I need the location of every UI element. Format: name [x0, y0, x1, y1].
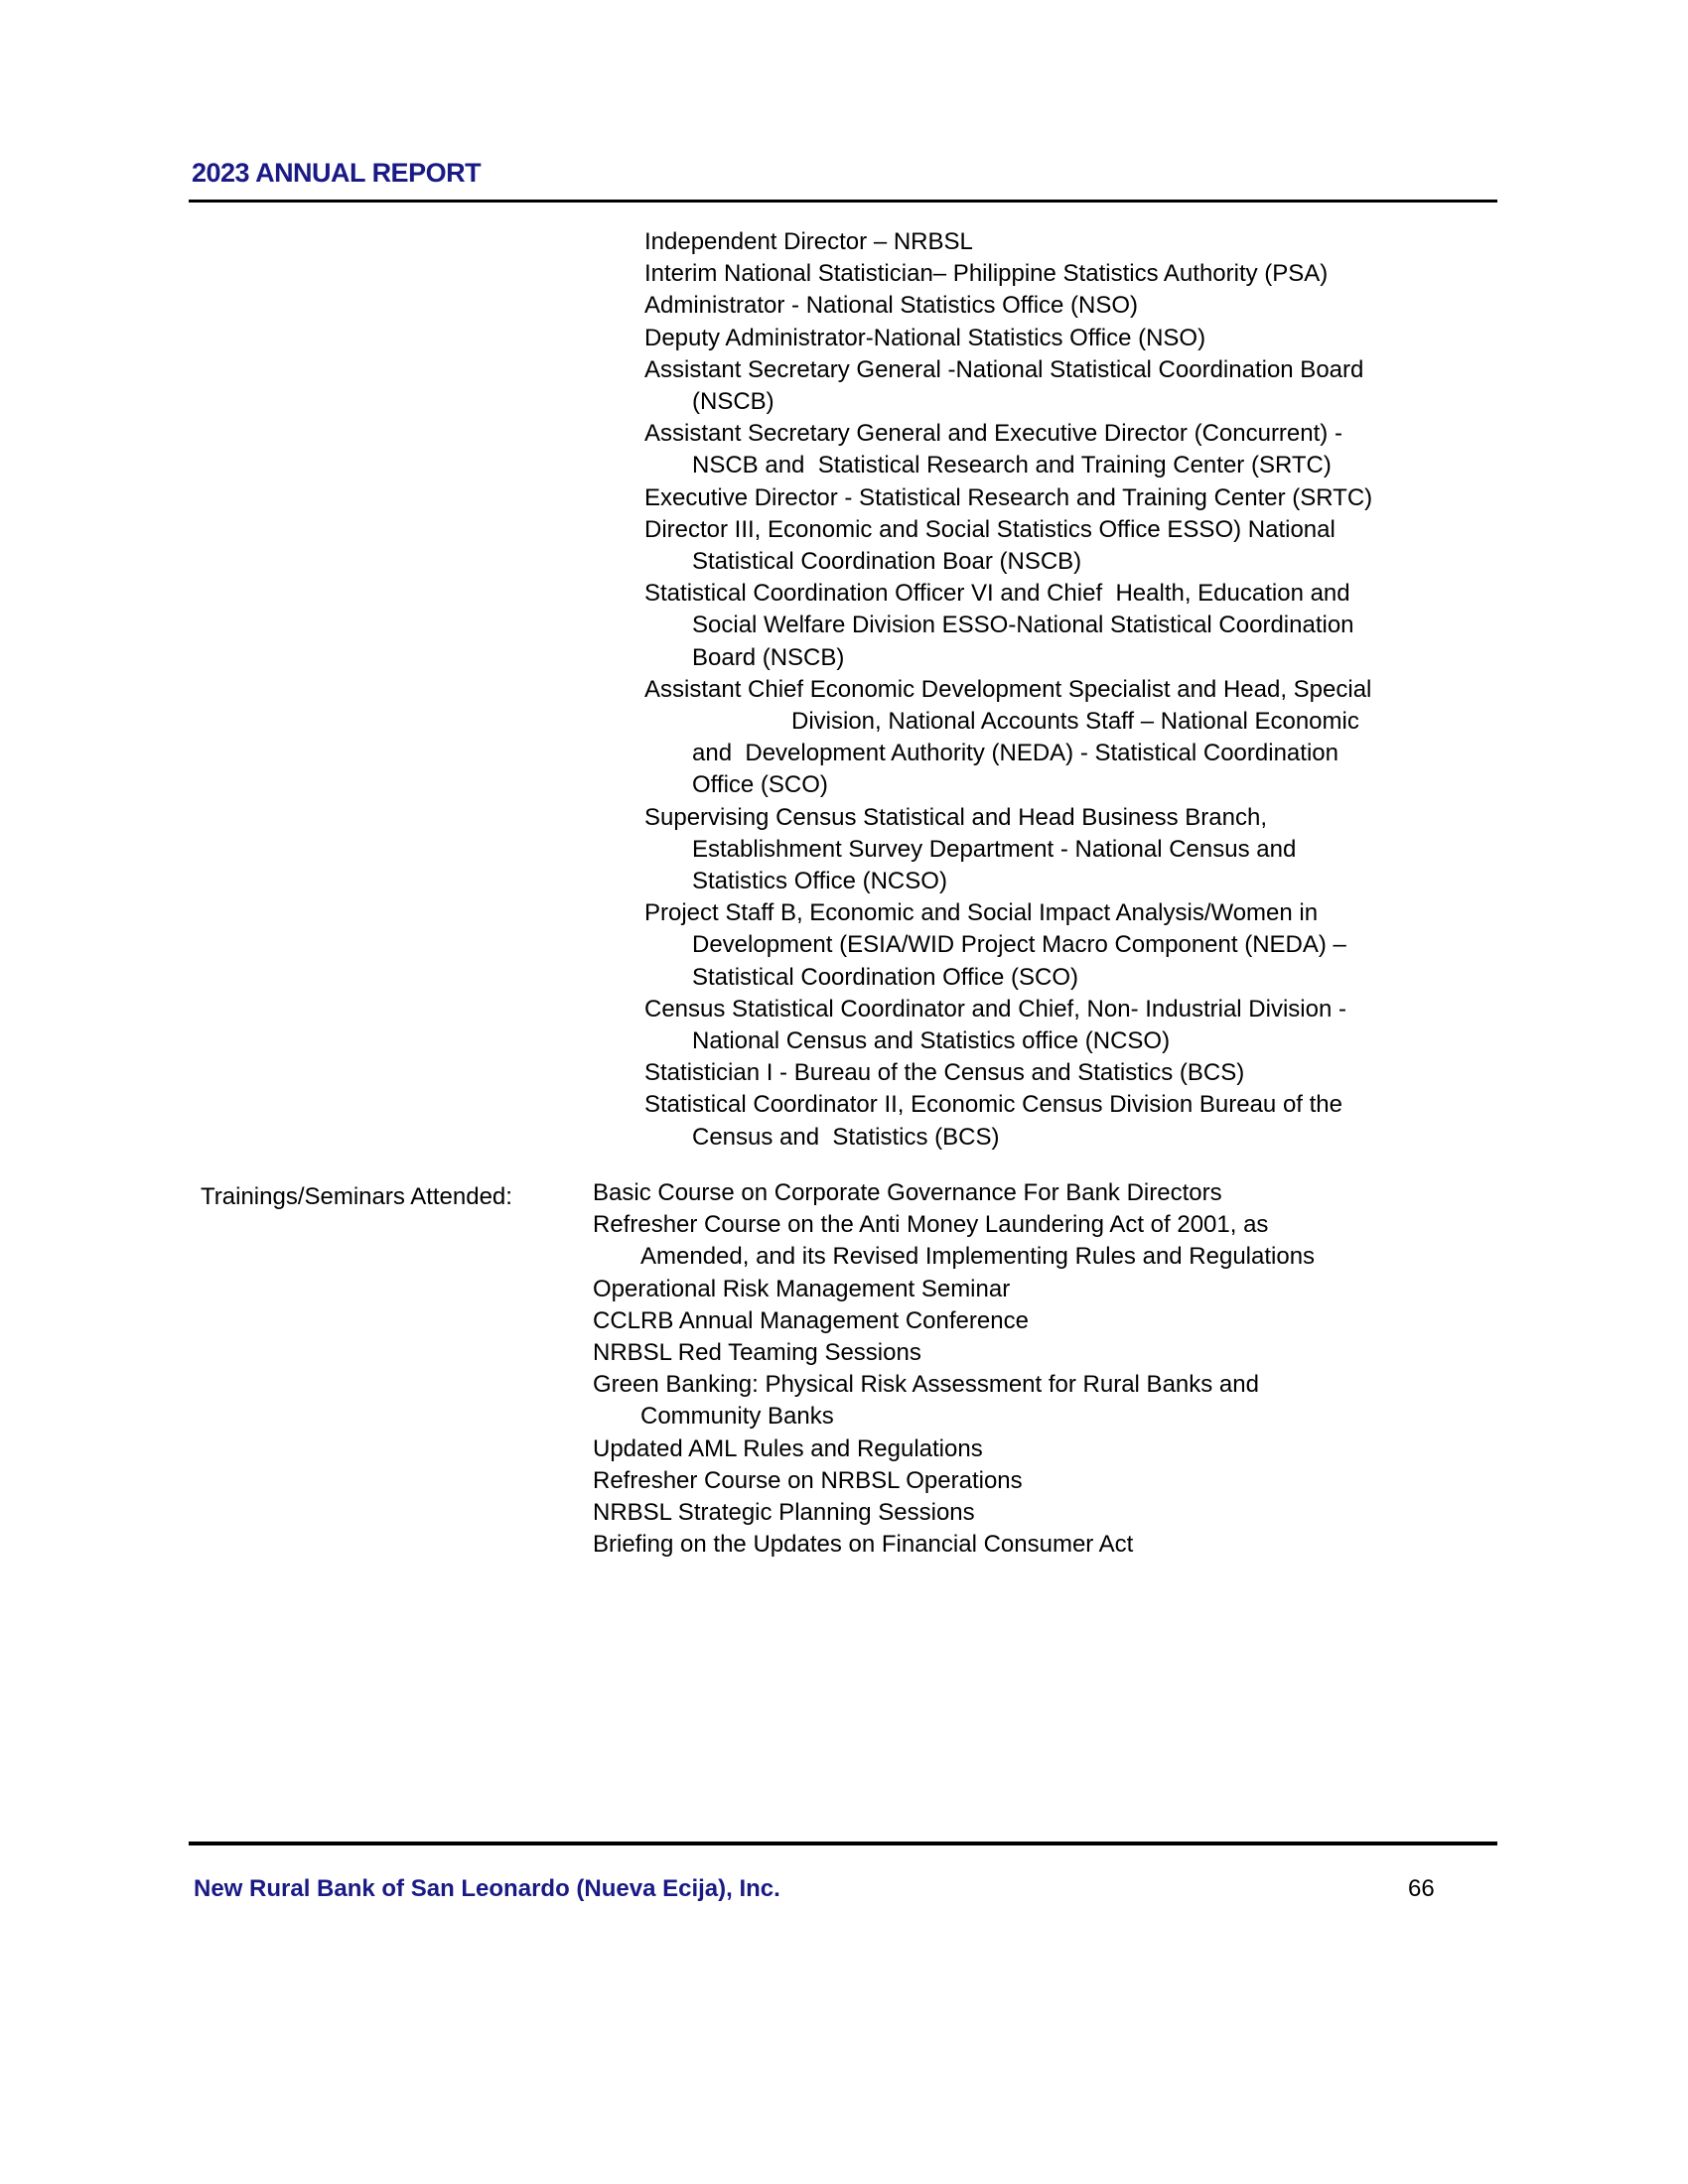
position-line: Assistant Secretary General -National Statistical Coordination Board — [644, 355, 1364, 383]
position-line: National Census and Statistics office (NCSO) — [692, 1027, 1171, 1055]
position-line: Administrator - National Statistics Office (NSO) — [644, 292, 1139, 320]
training-line: Amended, and its Revised Implementing Rules and Regulations — [640, 1243, 1316, 1271]
position-line: Assistant Chief Economic Development Specialist and Head, Special — [644, 675, 1372, 703]
position-line: Office (SCO) — [692, 771, 828, 799]
trainings-seminars-label: Trainings/Seminars Attended: — [201, 1183, 512, 1210]
position-line: Statistical Coordinator II, Economic Census Division Bureau of the — [644, 1091, 1342, 1119]
training-line: Briefing on the Updates on Financial Consumer Act — [593, 1531, 1134, 1559]
training-line: NRBSL Red Teaming Sessions — [593, 1339, 921, 1367]
position-line: Census Statistical Coordinator and Chief, Non- Industrial Division - — [644, 995, 1346, 1023]
position-line: Social Welfare Division ESSO-National Statistical Coordination — [692, 612, 1354, 639]
trainings-seminars-list — [593, 1177, 1315, 1561]
position-line: Supervising Census Statistical and Head Business Branch, — [644, 803, 1267, 831]
training-line: CCLRB Annual Management Conference — [593, 1306, 1029, 1334]
position-line: Statistical Coordination Officer VI and Chief Health, Education and — [644, 580, 1350, 608]
position-line: Project Staff B, Economic and Social Impact Analysis/Women in — [644, 899, 1319, 927]
position-line: Development (ESIA/WID Project Macro Component (NEDA) – — [692, 931, 1346, 959]
training-line: Refresher Course on the Anti Money Laundering Act of 2001, as — [593, 1211, 1269, 1239]
position-line: Statistician I - Bureau of the Census and Statistics (BCS) — [644, 1059, 1245, 1087]
page-header-title: 2023 ANNUAL REPORT — [192, 158, 482, 188]
training-line: Refresher Course on NRBSL Operations — [593, 1466, 1023, 1494]
position-line: Census and Statistics (BCS) — [692, 1123, 1000, 1151]
position-line: Statistics Office (NCSO) — [692, 868, 947, 895]
position-line: Independent Director – NRBSL — [644, 228, 973, 255]
position-line: Establishment Survey Department - National Census and — [692, 835, 1297, 863]
training-line: Operational Risk Management Seminar — [593, 1275, 1011, 1302]
position-line: NSCB and Statistical Research and Training Center (SRTC) — [692, 452, 1332, 479]
position-line: (NSCB) — [692, 388, 774, 416]
footer-divider-line — [189, 1842, 1497, 1845]
training-line: Community Banks — [640, 1403, 834, 1431]
training-line: NRBSL Strategic Planning Sessions — [593, 1499, 975, 1527]
position-line: Division, National Accounts Staff – National Economic — [791, 708, 1359, 736]
header-divider-line — [189, 200, 1497, 203]
position-line: Director III, Economic and Social Statistics Office ESSO) National — [644, 515, 1336, 543]
position-line: and Development Authority (NEDA) - Statistical Coordination — [692, 740, 1338, 767]
position-line: Interim National Statistician– Philippine Statistics Authority (PSA) — [644, 260, 1329, 288]
footer-bank-name: New Rural Bank of San Leonardo (Nueva Ecija), Inc. — [194, 1875, 780, 1902]
position-line: Statistical Coordination Boar (NSCB) — [692, 548, 1082, 576]
page-number: 66 — [1408, 1875, 1435, 1902]
position-line: Executive Director - Statistical Research and Training Center (SRTC) — [644, 483, 1373, 511]
training-line: Green Banking: Physical Risk Assessment for Rural Banks and — [593, 1371, 1259, 1399]
position-line: Deputy Administrator-National Statistics Office (NSO) — [644, 324, 1206, 351]
training-line: Basic Course on Corporate Governance For Bank Directors — [593, 1179, 1222, 1206]
positions-held-list — [644, 226, 1372, 1154]
position-line: Statistical Coordination Office (SCO) — [692, 963, 1079, 991]
training-line: Updated AML Rules and Regulations — [593, 1434, 983, 1462]
position-line: Board (NSCB) — [692, 643, 845, 671]
position-line: Assistant Secretary General and Executive Director (Concurrent) - — [644, 420, 1342, 448]
